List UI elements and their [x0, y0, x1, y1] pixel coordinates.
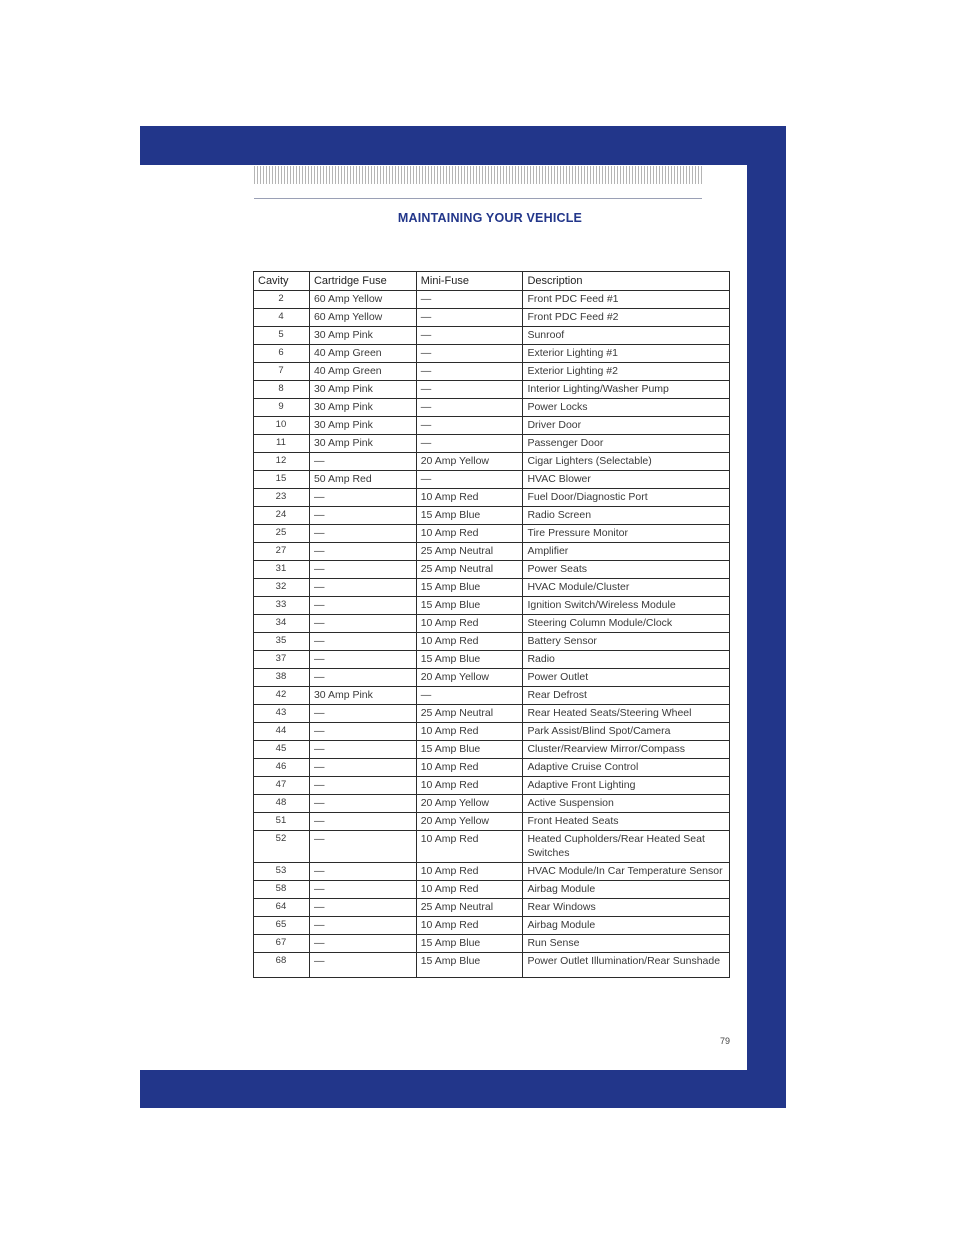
- table-row: [254, 899, 730, 917]
- cell-cartridge-fuse: —: [309, 935, 416, 953]
- cell-cartridge-fuse: —: [309, 525, 416, 543]
- table-row: [254, 327, 730, 345]
- cell-cartridge-fuse: —: [309, 813, 416, 831]
- column-header-cartridge-fuse: Cartridge Fuse: [309, 272, 416, 291]
- cell-cavity: 4: [254, 309, 310, 327]
- decorative-tick-strip: [254, 166, 704, 184]
- table-row: [254, 579, 730, 597]
- cell-cavity: 58: [254, 881, 310, 899]
- cell-cartridge-fuse: —: [309, 863, 416, 881]
- cell-cavity: 27: [254, 543, 310, 561]
- table-row: [254, 399, 730, 417]
- cell-description: Airbag Module: [523, 881, 730, 899]
- table-row: [254, 651, 730, 669]
- table-row: [254, 435, 730, 453]
- table-row: [254, 669, 730, 687]
- table-row: [254, 741, 730, 759]
- cell-cartridge-fuse: —: [309, 795, 416, 813]
- cell-mini-fuse: 20 Amp Yellow: [416, 795, 523, 813]
- cell-cavity: 10: [254, 417, 310, 435]
- cell-cavity: 25: [254, 525, 310, 543]
- cell-mini-fuse: 20 Amp Yellow: [416, 813, 523, 831]
- cell-mini-fuse: —: [416, 327, 523, 345]
- table-row: [254, 759, 730, 777]
- cell-cartridge-fuse: 60 Amp Yellow: [309, 291, 416, 309]
- cell-cartridge-fuse: —: [309, 633, 416, 651]
- cell-cavity: 5: [254, 327, 310, 345]
- cell-cartridge-fuse: —: [309, 917, 416, 935]
- cell-cavity: 51: [254, 813, 310, 831]
- cell-mini-fuse: 25 Amp Neutral: [416, 561, 523, 579]
- cell-description: Interior Lighting/Washer Pump: [523, 381, 730, 399]
- cell-description: Park Assist/Blind Spot/Camera: [523, 723, 730, 741]
- cell-cartridge-fuse: —: [309, 489, 416, 507]
- cell-description: Steering Column Module/Clock: [523, 615, 730, 633]
- column-header-cavity: Cavity: [254, 272, 310, 291]
- cell-description: Airbag Module: [523, 917, 730, 935]
- cell-description: Radio Screen: [523, 507, 730, 525]
- cell-mini-fuse: —: [416, 309, 523, 327]
- cell-mini-fuse: —: [416, 381, 523, 399]
- column-header-description: Description: [523, 272, 730, 291]
- cell-cavity: 45: [254, 741, 310, 759]
- cell-description: Front PDC Feed #2: [523, 309, 730, 327]
- cell-cavity: 52: [254, 831, 310, 863]
- cell-cartridge-fuse: —: [309, 723, 416, 741]
- cell-cartridge-fuse: —: [309, 669, 416, 687]
- cell-description: Amplifier: [523, 543, 730, 561]
- table-row: [254, 831, 730, 863]
- table-row: [254, 381, 730, 399]
- cell-description: Passenger Door: [523, 435, 730, 453]
- cell-cartridge-fuse: 50 Amp Red: [309, 471, 416, 489]
- table-row: [254, 507, 730, 525]
- cell-cavity: 7: [254, 363, 310, 381]
- cell-cavity: 6: [254, 345, 310, 363]
- cell-cartridge-fuse: —: [309, 597, 416, 615]
- table-row: [254, 633, 730, 651]
- cell-cartridge-fuse: 30 Amp Pink: [309, 417, 416, 435]
- table-row: [254, 687, 730, 705]
- cell-description: Power Outlet Illumination/Rear Sunshade: [523, 953, 730, 978]
- cell-description: HVAC Module/Cluster: [523, 579, 730, 597]
- cell-mini-fuse: —: [416, 399, 523, 417]
- cell-cavity: 68: [254, 953, 310, 978]
- cell-mini-fuse: 25 Amp Neutral: [416, 899, 523, 917]
- cell-description: Tire Pressure Monitor: [523, 525, 730, 543]
- cell-mini-fuse: 15 Amp Blue: [416, 579, 523, 597]
- cell-description: Front Heated Seats: [523, 813, 730, 831]
- cell-description: Driver Door: [523, 417, 730, 435]
- cell-description: Exterior Lighting #2: [523, 363, 730, 381]
- cell-cavity: 9: [254, 399, 310, 417]
- cell-description: Rear Windows: [523, 899, 730, 917]
- fuse-table: [253, 271, 730, 978]
- cell-description: Power Outlet: [523, 669, 730, 687]
- cell-cavity: 48: [254, 795, 310, 813]
- cell-description: Ignition Switch/Wireless Module: [523, 597, 730, 615]
- cell-cartridge-fuse: —: [309, 615, 416, 633]
- cell-description: Cigar Lighters (Selectable): [523, 453, 730, 471]
- cell-mini-fuse: 10 Amp Red: [416, 863, 523, 881]
- table-row: [254, 561, 730, 579]
- cell-cartridge-fuse: 30 Amp Pink: [309, 327, 416, 345]
- cell-cavity: 2: [254, 291, 310, 309]
- column-header-mini-fuse: Mini-Fuse: [416, 272, 523, 291]
- table-row: [254, 863, 730, 881]
- cell-cartridge-fuse: 30 Amp Pink: [309, 399, 416, 417]
- cell-description: Sunroof: [523, 327, 730, 345]
- table-row: [254, 881, 730, 899]
- cell-cartridge-fuse: —: [309, 705, 416, 723]
- table-row: [254, 363, 730, 381]
- cell-description: Radio: [523, 651, 730, 669]
- cell-description: Active Suspension: [523, 795, 730, 813]
- table-row: [254, 525, 730, 543]
- cell-description: Adaptive Front Lighting: [523, 777, 730, 795]
- cell-cartridge-fuse: —: [309, 651, 416, 669]
- section-title: MAINTAINING YOUR VEHICLE: [397, 211, 583, 225]
- table-row: [254, 471, 730, 489]
- cell-mini-fuse: —: [416, 471, 523, 489]
- cell-cavity: 34: [254, 615, 310, 633]
- cell-mini-fuse: 10 Amp Red: [416, 615, 523, 633]
- cell-cavity: 65: [254, 917, 310, 935]
- cell-mini-fuse: —: [416, 363, 523, 381]
- cell-mini-fuse: 10 Amp Red: [416, 723, 523, 741]
- cell-description: Exterior Lighting #1: [523, 345, 730, 363]
- table-row: [254, 309, 730, 327]
- cell-cartridge-fuse: —: [309, 507, 416, 525]
- page-frame-right: [747, 126, 786, 1108]
- cell-cartridge-fuse: —: [309, 899, 416, 917]
- fuse-table-body: [254, 291, 730, 978]
- cell-mini-fuse: 25 Amp Neutral: [416, 705, 523, 723]
- cell-cavity: 15: [254, 471, 310, 489]
- cell-mini-fuse: 10 Amp Red: [416, 831, 523, 863]
- cell-description: Battery Sensor: [523, 633, 730, 651]
- cell-cartridge-fuse: —: [309, 561, 416, 579]
- cell-cartridge-fuse: —: [309, 777, 416, 795]
- header-divider: [254, 198, 702, 199]
- cell-cavity: 24: [254, 507, 310, 525]
- cell-cartridge-fuse: 30 Amp Pink: [309, 687, 416, 705]
- table-row: [254, 291, 730, 309]
- cell-description: Power Locks: [523, 399, 730, 417]
- cell-cavity: 38: [254, 669, 310, 687]
- cell-description: Rear Heated Seats/Steering Wheel: [523, 705, 730, 723]
- cell-cartridge-fuse: —: [309, 741, 416, 759]
- cell-cavity: 42: [254, 687, 310, 705]
- cell-mini-fuse: 15 Amp Blue: [416, 741, 523, 759]
- cell-mini-fuse: 10 Amp Red: [416, 525, 523, 543]
- cell-description: Rear Defrost: [523, 687, 730, 705]
- table-row: [254, 453, 730, 471]
- cell-mini-fuse: 10 Amp Red: [416, 777, 523, 795]
- cell-cartridge-fuse: —: [309, 579, 416, 597]
- cell-mini-fuse: —: [416, 291, 523, 309]
- table-row: [254, 723, 730, 741]
- cell-mini-fuse: 20 Amp Yellow: [416, 453, 523, 471]
- cell-cavity: 46: [254, 759, 310, 777]
- table-row: [254, 597, 730, 615]
- table-row: [254, 795, 730, 813]
- cell-description: Adaptive Cruise Control: [523, 759, 730, 777]
- table-row: [254, 953, 730, 978]
- cell-cartridge-fuse: 40 Amp Green: [309, 363, 416, 381]
- table-row: [254, 489, 730, 507]
- cell-mini-fuse: 25 Amp Neutral: [416, 543, 523, 561]
- cell-cartridge-fuse: —: [309, 831, 416, 863]
- cell-cavity: 11: [254, 435, 310, 453]
- cell-description: Run Sense: [523, 935, 730, 953]
- table-row: [254, 345, 730, 363]
- cell-cavity: 67: [254, 935, 310, 953]
- cell-mini-fuse: —: [416, 435, 523, 453]
- cell-mini-fuse: 10 Amp Red: [416, 759, 523, 777]
- cell-description: Cluster/Rearview Mirror/Compass: [523, 741, 730, 759]
- cell-cartridge-fuse: 30 Amp Pink: [309, 381, 416, 399]
- cell-mini-fuse: 10 Amp Red: [416, 633, 523, 651]
- cell-cavity: 32: [254, 579, 310, 597]
- cell-description: Front PDC Feed #1: [523, 291, 730, 309]
- cell-mini-fuse: 10 Amp Red: [416, 881, 523, 899]
- cell-cavity: 33: [254, 597, 310, 615]
- table-row: [254, 417, 730, 435]
- cell-cavity: 12: [254, 453, 310, 471]
- cell-description: Heated Cupholders/Rear Heated Seat Switches: [523, 831, 730, 863]
- cell-mini-fuse: 15 Amp Blue: [416, 507, 523, 525]
- table-row: [254, 935, 730, 953]
- table-row: [254, 813, 730, 831]
- cell-description: Fuel Door/Diagnostic Port: [523, 489, 730, 507]
- cell-cavity: 8: [254, 381, 310, 399]
- table-header-row: [254, 272, 730, 291]
- cell-cartridge-fuse: 40 Amp Green: [309, 345, 416, 363]
- cell-mini-fuse: 20 Amp Yellow: [416, 669, 523, 687]
- cell-cartridge-fuse: 30 Amp Pink: [309, 435, 416, 453]
- cell-cartridge-fuse: 60 Amp Yellow: [309, 309, 416, 327]
- cell-mini-fuse: —: [416, 345, 523, 363]
- cell-mini-fuse: 10 Amp Red: [416, 917, 523, 935]
- cell-mini-fuse: 15 Amp Blue: [416, 953, 523, 978]
- cell-description: HVAC Module/In Car Temperature Sensor: [523, 863, 730, 881]
- cell-cavity: 31: [254, 561, 310, 579]
- cell-cavity: 47: [254, 777, 310, 795]
- table-row: [254, 543, 730, 561]
- cell-description: HVAC Blower: [523, 471, 730, 489]
- table-row: [254, 705, 730, 723]
- table-row: [254, 777, 730, 795]
- cell-mini-fuse: 15 Amp Blue: [416, 651, 523, 669]
- cell-description: Power Seats: [523, 561, 730, 579]
- cell-cavity: 44: [254, 723, 310, 741]
- cell-mini-fuse: 15 Amp Blue: [416, 935, 523, 953]
- cell-cartridge-fuse: —: [309, 953, 416, 978]
- table-row: [254, 917, 730, 935]
- cell-cavity: 43: [254, 705, 310, 723]
- page-frame-bottom: [140, 1070, 786, 1108]
- page-number: 79: [719, 1036, 730, 1046]
- cell-cavity: 37: [254, 651, 310, 669]
- table-row: [254, 615, 730, 633]
- cell-mini-fuse: —: [416, 417, 523, 435]
- cell-cartridge-fuse: —: [309, 543, 416, 561]
- cell-cavity: 23: [254, 489, 310, 507]
- cell-cartridge-fuse: —: [309, 881, 416, 899]
- cell-cavity: 64: [254, 899, 310, 917]
- cell-cavity: 53: [254, 863, 310, 881]
- cell-mini-fuse: 15 Amp Blue: [416, 597, 523, 615]
- cell-cartridge-fuse: —: [309, 453, 416, 471]
- page-frame-top: [140, 126, 786, 165]
- cell-cavity: 35: [254, 633, 310, 651]
- cell-cartridge-fuse: —: [309, 759, 416, 777]
- cell-mini-fuse: 10 Amp Red: [416, 489, 523, 507]
- cell-mini-fuse: —: [416, 687, 523, 705]
